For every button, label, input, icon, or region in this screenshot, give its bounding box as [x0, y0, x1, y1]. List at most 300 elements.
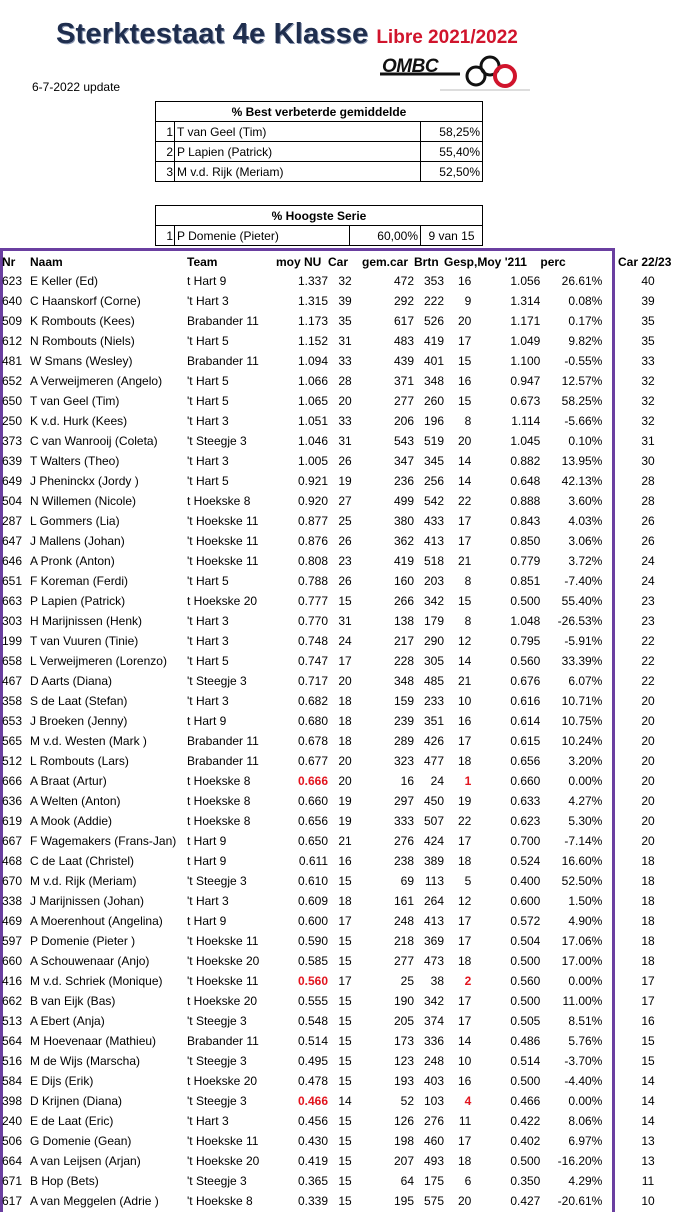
- cell-moy211: 0.500: [510, 994, 541, 1008]
- cell-moy: 0.610: [297, 874, 328, 888]
- cell-gem: 16: [400, 774, 414, 788]
- col-perc: perc: [540, 255, 566, 269]
- cell-moy: 0.585: [297, 954, 328, 968]
- cell-gem: 193: [393, 1074, 414, 1088]
- logo-text: OMBC: [382, 56, 439, 77]
- cell-nr: 240: [2, 1114, 23, 1128]
- cell-moy211: 1.056: [510, 274, 541, 288]
- cell-moy: 1.094: [297, 354, 328, 368]
- cell-car2223: 11: [641, 1174, 655, 1188]
- cell-moy: 0.456: [297, 1114, 328, 1128]
- cell-naam: A Mook (Addie): [30, 814, 113, 828]
- cell-car2223: 39: [641, 294, 655, 308]
- cell-car: 15: [338, 994, 352, 1008]
- col-moy211: Moy '211: [477, 255, 527, 269]
- cell-car: 31: [338, 614, 352, 628]
- cell-car: 20: [338, 674, 352, 688]
- page-title: [56, 18, 518, 51]
- cell-moy211: 1.049: [510, 334, 541, 348]
- cell-brtn: 433: [423, 514, 444, 528]
- cell-perc: 26.61%: [561, 274, 603, 288]
- col-nr: Nr: [2, 255, 16, 269]
- cell-car2223: 26: [641, 514, 655, 528]
- cell-naam: A Moerenhout (Angelina): [30, 914, 163, 928]
- cell-naam: A van Meggelen (Adrie ): [30, 1194, 159, 1208]
- cell-moy211: 0.779: [510, 554, 541, 568]
- cell-gesp: 17: [458, 834, 472, 848]
- cell-nr: 636: [2, 794, 23, 808]
- cell-moy211: 1.048: [510, 614, 541, 628]
- cell-car: 31: [338, 434, 352, 448]
- cell-gesp: 12: [458, 634, 472, 648]
- cell-brtn: 233: [423, 694, 444, 708]
- cell-moy: 0.600: [297, 914, 328, 928]
- cell-car2223: 30: [641, 454, 655, 468]
- cell-brtn: 222: [423, 294, 444, 308]
- cell-moy: 1.315: [297, 294, 328, 308]
- cell-gesp: 15: [458, 594, 472, 608]
- cell-naam: N Rombouts (Niels): [30, 334, 135, 348]
- table-row: [2, 1051, 606, 1071]
- cell-perc: 8.51%: [568, 1014, 603, 1028]
- table-row: [2, 551, 606, 571]
- cell-car2223: 31: [641, 434, 655, 448]
- cell-gesp: 20: [458, 314, 472, 328]
- cell-gesp: 16: [458, 274, 472, 288]
- car-2223-column: [618, 253, 678, 1211]
- cell-nr: 467: [2, 674, 23, 688]
- cell-car2223: 28: [641, 494, 655, 508]
- cell-brtn: 374: [423, 1014, 444, 1028]
- cell-moy211: 0.500: [510, 954, 541, 968]
- cell-car: 18: [338, 714, 352, 728]
- cell-perc: -5.91%: [564, 634, 603, 648]
- cell-naam: E Keller (Ed): [30, 274, 99, 288]
- cell-moy211: 0.486: [510, 1034, 541, 1048]
- cell-moy: 0.920: [297, 494, 328, 508]
- cell-gesp: 14: [458, 474, 472, 488]
- cell-moy211: 0.882: [510, 454, 541, 468]
- cell-moy211: 0.560: [510, 974, 541, 988]
- cell-car2223: 20: [641, 794, 655, 808]
- cell-car: 17: [338, 974, 352, 988]
- cell-gem: 228: [393, 654, 414, 668]
- cell-gesp: 20: [458, 1194, 472, 1208]
- cell-gem: 439: [393, 354, 414, 368]
- cell-gesp: 22: [458, 494, 472, 508]
- cell-perc: -7.14%: [564, 834, 603, 848]
- cell-team: t Hart 9: [187, 854, 227, 868]
- cell-naam: L Rombouts (Lars): [30, 754, 129, 768]
- cell-nr: 619: [2, 814, 23, 828]
- cell-car: 15: [338, 1114, 352, 1128]
- cell-gesp: 17: [458, 534, 472, 548]
- cell-gem: 333: [393, 814, 414, 828]
- cell-naam: P Lapien (Patrick): [30, 594, 126, 608]
- cell-car: 18: [338, 894, 352, 908]
- cell-moy211: 0.633: [510, 794, 541, 808]
- cell-car2223: 24: [641, 554, 655, 568]
- cell-brtn: 403: [423, 1074, 444, 1088]
- cell-perc: 42.13%: [561, 474, 603, 488]
- cell-perc: 3.72%: [568, 554, 603, 568]
- cell-naam: M de Wijs (Marscha): [30, 1054, 141, 1068]
- cell-car: 39: [338, 294, 352, 308]
- cell-perc: 6.07%: [568, 674, 603, 688]
- ranking-table: [2, 253, 606, 1211]
- cell-gem: 236: [393, 474, 414, 488]
- cell-moy: 0.611: [298, 854, 328, 868]
- cell-brtn: 526: [423, 314, 444, 328]
- cell-naam: J Pheninckx (Jordy ): [30, 474, 139, 488]
- cell-car2223: 20: [641, 714, 655, 728]
- cell-team: t Hoekske 8: [187, 774, 251, 788]
- cell-perc: 8.06%: [568, 1114, 603, 1128]
- cell-moy211: 0.648: [510, 474, 541, 488]
- cell-car: 15: [338, 1134, 352, 1148]
- cell-nr: 516: [2, 1054, 23, 1068]
- cell-nr: 597: [2, 934, 23, 948]
- table-row: [2, 771, 606, 791]
- cell-car2223: 10: [641, 1194, 655, 1208]
- cell-moy211: 0.700: [510, 834, 541, 848]
- cell-car: 15: [338, 1074, 352, 1088]
- cell-gem: 472: [393, 274, 414, 288]
- cell-team: 't Hart 5: [187, 574, 229, 588]
- cell-car2223: 22: [641, 674, 655, 688]
- cell-naam: F Wagemakers (Frans-Jan): [30, 834, 177, 848]
- cell-naam: B Hop (Bets): [30, 1174, 99, 1188]
- cell-naam: D Aarts (Diana): [30, 674, 113, 688]
- cell-car: 33: [338, 414, 352, 428]
- cell-nr: 338: [2, 894, 23, 908]
- cell-car: 20: [338, 774, 352, 788]
- cell-moy: 1.005: [297, 454, 328, 468]
- table-row: [2, 411, 606, 431]
- cell-gesp: 8: [464, 574, 472, 588]
- cell-car: 18: [338, 694, 352, 708]
- cell-moy: 0.560: [297, 974, 328, 988]
- cell-perc: 17.00%: [561, 954, 603, 968]
- cell-nr: 662: [2, 994, 23, 1008]
- cell-perc: 0.08%: [568, 294, 603, 308]
- cell-perc: 10.71%: [561, 694, 603, 708]
- cell-moy: 0.514: [297, 1034, 328, 1048]
- cell-nr: 640: [2, 294, 23, 308]
- cell-naam: D Krijnen (Diana): [30, 1094, 123, 1108]
- cell-car: 21: [338, 834, 352, 848]
- cell-team: 't Hoekske 11: [187, 1134, 259, 1148]
- col-naam: Naam: [30, 255, 63, 269]
- cell-gem: 198: [393, 1134, 414, 1148]
- cell-gesp: 6: [464, 1174, 472, 1188]
- cell-brtn: 493: [423, 1154, 444, 1168]
- cell-naam: K v.d. Hurk (Kees): [30, 414, 128, 428]
- cell-team: 't Steegje 3: [187, 1014, 247, 1028]
- cell-brtn: 203: [423, 574, 444, 588]
- cell-gem: 347: [393, 454, 414, 468]
- cell-perc: 52.50%: [561, 874, 603, 888]
- cell-naam: E de Laat (Eric): [30, 1114, 114, 1128]
- cell-car: 24: [338, 634, 352, 648]
- cell-nr: 565: [2, 734, 23, 748]
- cell-moy: 0.419: [297, 1154, 328, 1168]
- cell-brtn: 426: [423, 734, 444, 748]
- best-improved-table: [155, 101, 483, 182]
- table-row: [2, 471, 606, 491]
- cell-brtn: 38: [430, 974, 444, 988]
- cell-moy211: 0.500: [510, 594, 541, 608]
- cell-car2223: 17: [641, 974, 655, 988]
- cell-team: 't Hoekske 11: [187, 554, 259, 568]
- table-row: [2, 931, 606, 951]
- cell-nr: 416: [2, 974, 23, 988]
- cell-naam: A Pronk (Anton): [30, 554, 115, 568]
- cell-nr: 358: [2, 694, 23, 708]
- cell-moy211: 0.427: [510, 1194, 541, 1208]
- cell-brtn: 473: [423, 954, 444, 968]
- cell-team: t Hoekske 20: [187, 1074, 258, 1088]
- cell-team: 't Hart 3: [187, 614, 229, 628]
- cell-gesp: 22: [458, 814, 472, 828]
- cell-moy211: 1.114: [511, 414, 541, 428]
- cell-moy211: 0.656: [510, 754, 541, 768]
- cell-car2223: 40: [641, 274, 655, 288]
- cell-gesp: 20: [458, 434, 472, 448]
- table-row: [2, 891, 606, 911]
- cell-gem: 238: [393, 854, 414, 868]
- cell-brtn: 518: [423, 554, 444, 568]
- cell-perc: 0.00%: [568, 774, 603, 788]
- ombc-logo: [380, 54, 530, 92]
- cell-car2223: 14: [641, 1074, 655, 1088]
- cell-perc: 0.00%: [568, 974, 603, 988]
- best-improved-row: 1 T van Geel (Tim) 58,25%: [156, 122, 483, 142]
- cell-perc: 10.24%: [561, 734, 603, 748]
- col-car2223: Car 22/23: [618, 255, 672, 269]
- cell-naam: F Koreman (Ferdi): [30, 574, 129, 588]
- cell-moy: 0.682: [297, 694, 328, 708]
- cell-moy: 0.680: [297, 714, 328, 728]
- cell-naam: S de Laat (Stefan): [30, 694, 128, 708]
- cell-gesp: 16: [458, 374, 472, 388]
- cell-gesp: 18: [458, 854, 472, 868]
- cell-brtn: 305: [423, 654, 444, 668]
- cell-naam: H Marijnissen (Henk): [30, 614, 143, 628]
- cell-moy211: 0.422: [510, 1114, 541, 1128]
- table-row: [2, 1011, 606, 1031]
- cell-moy211: 0.600: [510, 894, 541, 908]
- table-row: [2, 691, 606, 711]
- table-row: [2, 451, 606, 471]
- cell-moy: 0.770: [297, 614, 328, 628]
- cell-gem: 138: [393, 614, 414, 628]
- cell-gem: 276: [393, 834, 414, 848]
- cell-brtn: 389: [423, 854, 444, 868]
- cell-naam: A van Leijsen (Arjan): [30, 1154, 141, 1168]
- cell-team: t Hart 9: [187, 834, 227, 848]
- cell-team: 't Hoekske 11: [187, 514, 259, 528]
- cell-brtn: 264: [423, 894, 444, 908]
- cell-car2223: 18: [641, 934, 655, 948]
- cell-moy: 0.656: [297, 814, 328, 828]
- cell-gesp: 18: [458, 754, 472, 768]
- cell-moy: 0.609: [297, 894, 328, 908]
- table-row: [2, 711, 606, 731]
- cell-nr: 651: [2, 574, 23, 588]
- col-brtn: Brtn: [414, 255, 439, 269]
- cell-brtn: 413: [423, 534, 444, 548]
- title-season: Libre 2021/2022: [376, 27, 518, 48]
- cell-car2223: 28: [641, 474, 655, 488]
- cell-perc: 1.50%: [568, 894, 603, 908]
- cell-moy211: 1.045: [510, 434, 541, 448]
- cell-team: t Hart 9: [187, 914, 227, 928]
- cell-team: 't Steegje 3: [187, 434, 247, 448]
- cell-naam: G Domenie (Gean): [30, 1134, 132, 1148]
- cell-naam: M v.d. Westen (Mark ): [30, 734, 147, 748]
- cell-car: 15: [338, 954, 352, 968]
- cell-gesp: 17: [458, 514, 472, 528]
- cell-gem: 362: [393, 534, 414, 548]
- cell-car: 35: [338, 314, 352, 328]
- cell-moy: 0.666: [297, 774, 328, 788]
- cell-gem: 239: [393, 714, 414, 728]
- table-row: [2, 531, 606, 551]
- highest-serie-row: 1 P Domenie (Pieter) 60,00% 9 van 15: [156, 226, 483, 246]
- cell-naam: T Walters (Theo): [30, 454, 120, 468]
- cell-naam: J Marijnissen (Johan): [30, 894, 145, 908]
- cell-nr: 670: [2, 874, 23, 888]
- cell-gesp: 15: [458, 394, 472, 408]
- update-date: 6-7-2022 update: [32, 80, 121, 94]
- cell-team: 't Hart 5: [187, 334, 229, 348]
- cell-car2223: 32: [641, 374, 655, 388]
- cell-moy: 0.590: [297, 934, 328, 948]
- cell-gesp: 17: [458, 994, 472, 1008]
- cell-nr: 469: [2, 914, 23, 928]
- cell-moy211: 1.171: [510, 314, 541, 328]
- cell-team: t Hoekske 8: [187, 494, 251, 508]
- cell-perc: 5.76%: [568, 1034, 603, 1048]
- best-improved-title: % Best verbeterde gemiddelde: [156, 102, 483, 122]
- cell-car2223: 14: [641, 1114, 655, 1128]
- ranking-header: [2, 253, 606, 271]
- cell-moy: 0.777: [297, 594, 328, 608]
- cell-gesp: 17: [458, 334, 472, 348]
- cell-moy: 0.877: [297, 514, 328, 528]
- table-row: [2, 651, 606, 671]
- cell-brtn: 348: [423, 374, 444, 388]
- cell-naam: P Domenie (Pieter ): [30, 934, 136, 948]
- cell-moy: 0.495: [297, 1054, 328, 1068]
- cell-gem: 297: [393, 794, 414, 808]
- cell-gesp: 2: [464, 974, 472, 988]
- cell-brtn: 175: [423, 1174, 444, 1188]
- table-row: [2, 391, 606, 411]
- table-row: [2, 1111, 606, 1131]
- cell-nr: 658: [2, 654, 23, 668]
- cell-gem: 380: [393, 514, 414, 528]
- cell-team: 't Steegje 3: [187, 674, 247, 688]
- cell-car: 15: [338, 594, 352, 608]
- cell-gesp: 19: [458, 794, 472, 808]
- cell-gesp: 1: [464, 774, 472, 788]
- cell-gem: 248: [393, 914, 414, 928]
- cell-nr: 647: [2, 534, 23, 548]
- cell-moy: 0.466: [297, 1094, 328, 1108]
- cell-car2223: 20: [641, 754, 655, 768]
- cell-nr: 612: [2, 334, 23, 348]
- cell-team: 't Hart 5: [187, 394, 229, 408]
- cell-perc: -4.40%: [564, 1074, 603, 1088]
- table-row: [2, 1171, 606, 1191]
- cell-gesp: 14: [458, 1034, 472, 1048]
- cell-gem: 195: [393, 1194, 414, 1208]
- cell-car: 15: [338, 1014, 352, 1028]
- cell-car2223: 18: [641, 874, 655, 888]
- table-row: [2, 811, 606, 831]
- cell-team: 't Hart 3: [187, 294, 229, 308]
- cell-nr: 468: [2, 854, 23, 868]
- cell-moy211: 0.572: [510, 914, 541, 928]
- cell-brtn: 507: [423, 814, 444, 828]
- table-row: [2, 271, 606, 291]
- cell-nr: 671: [2, 1174, 23, 1188]
- cell-team: 't Hart 5: [187, 474, 229, 488]
- cell-nr: 373: [2, 434, 23, 448]
- cell-perc: 3.20%: [568, 754, 603, 768]
- cell-car2223: 16: [641, 1014, 655, 1028]
- cell-car: 17: [338, 914, 352, 928]
- cell-gesp: 11: [458, 1114, 472, 1128]
- cell-gem: 348: [393, 674, 414, 688]
- table-row: [2, 331, 606, 351]
- cell-team: Brabander 11: [187, 734, 259, 748]
- cell-nr: 653: [2, 714, 23, 728]
- cell-moy211: 0.843: [510, 514, 541, 528]
- cell-moy211: 0.560: [510, 654, 541, 668]
- cell-brtn: 342: [423, 994, 444, 1008]
- cell-brtn: 450: [423, 794, 444, 808]
- cell-car: 19: [338, 814, 352, 828]
- cell-naam: B van Eijk (Bas): [30, 994, 116, 1008]
- cell-perc: -26.53%: [557, 614, 603, 628]
- cell-brtn: 413: [423, 914, 444, 928]
- cell-brtn: 345: [423, 454, 444, 468]
- cell-gem: 69: [400, 874, 414, 888]
- cell-perc: 12.57%: [561, 374, 603, 388]
- cell-gem: 499: [393, 494, 414, 508]
- cell-team: 't Hart 3: [187, 1114, 229, 1128]
- cell-moy211: 0.850: [510, 534, 541, 548]
- cell-gem: 25: [400, 974, 414, 988]
- cell-nr: 512: [2, 754, 23, 768]
- table-row: [2, 291, 606, 311]
- cell-gesp: 5: [464, 874, 472, 888]
- cell-brtn: 260: [423, 394, 444, 408]
- cell-team: 't Hart 3: [187, 894, 229, 908]
- cell-car2223: 15: [641, 1054, 655, 1068]
- table-row: [2, 371, 606, 391]
- cell-team: 't Hoekske 11: [187, 974, 259, 988]
- cell-brtn: 424: [423, 834, 444, 848]
- cell-nr: 667: [2, 834, 23, 848]
- cell-moy: 1.046: [297, 434, 328, 448]
- table-row: [2, 671, 606, 691]
- cell-perc: 9.82%: [568, 334, 603, 348]
- cell-perc: 6.97%: [568, 1134, 603, 1148]
